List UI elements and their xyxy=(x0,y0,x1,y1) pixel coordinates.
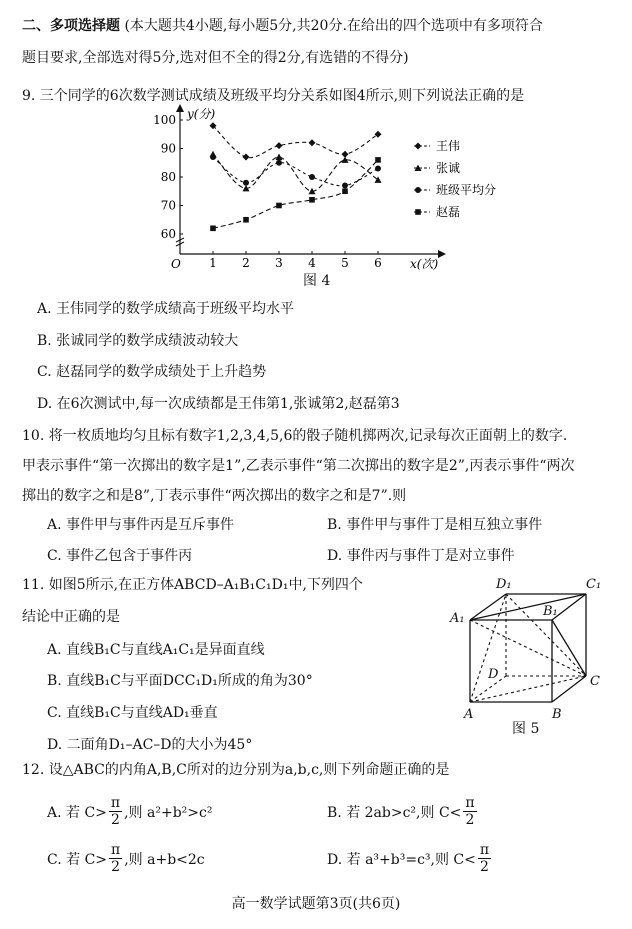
figure-5-cube xyxy=(448,572,618,722)
q10-option-c: C. 事件乙包含于事件丙 xyxy=(47,548,193,564)
x-tick-label: 5 xyxy=(341,256,349,270)
x-axis-arrow xyxy=(438,250,446,258)
data-point-s2-3 xyxy=(309,174,315,180)
label-b: B xyxy=(552,707,562,722)
x-tick-label: 3 xyxy=(275,256,283,270)
figure-5-caption: 图 5 xyxy=(512,721,540,737)
label-b1: B₁ xyxy=(543,604,558,619)
frac-num: π xyxy=(465,795,475,811)
data-point-s2-5 xyxy=(375,165,381,171)
legend-marker-2 xyxy=(415,187,421,193)
figure-4-caption: 图 4 xyxy=(303,273,331,289)
q12-option-c-pre: C. 若 C> xyxy=(47,851,108,868)
legend-label-3: 赵磊 xyxy=(436,205,461,219)
q9-option-b: B. 张诚同学的数学成绩波动较大 xyxy=(37,333,239,349)
q10-option-d: D. 事件丙与事件丁是对立事件 xyxy=(327,548,515,564)
data-point-s3-0 xyxy=(210,226,216,232)
figure-4-line-chart xyxy=(150,104,497,276)
data-point-s0-5 xyxy=(375,131,382,138)
q10-line1: 10. 将一枚质地均匀且标有数字1,2,3,4,5,6的骰子随机掷两次,记录每次正面朝上的数字. xyxy=(22,428,568,444)
q12-option-c-post: ,则 a+b<2c xyxy=(124,851,205,868)
y-tick-label: 80 xyxy=(160,170,176,184)
q12-option-d-pre: D. 若 a³+b³=c³,则 C< xyxy=(327,851,476,868)
fraction xyxy=(463,795,476,828)
legend-marker-0 xyxy=(415,143,422,150)
fraction xyxy=(109,842,122,875)
legend-marker-3 xyxy=(415,209,421,215)
q11-option-c: C. 直线B₁C与直线AD₁垂直 xyxy=(47,705,218,721)
q12-option-b-pre: B. 若 2ab>c²,则 C< xyxy=(327,804,462,821)
data-point-s0-2 xyxy=(276,142,283,149)
data-point-s3-2 xyxy=(276,203,282,209)
x-tick-label: 1 xyxy=(209,256,217,270)
series-line-0 xyxy=(213,126,378,158)
fraction xyxy=(109,795,122,828)
data-point-s2-2 xyxy=(276,160,282,166)
series-line-1 xyxy=(213,154,378,191)
origin-label: O xyxy=(171,257,181,271)
y-tick-label: 70 xyxy=(160,198,176,213)
data-point-s3-5 xyxy=(375,157,381,163)
data-point-s2-4 xyxy=(342,183,348,189)
data-point-s3-4 xyxy=(342,188,348,194)
q11-option-a: A. 直线B₁C与直线A₁C₁是异面直线 xyxy=(47,642,265,658)
q10-option-b: B. 事件甲与事件丁是相互独立事件 xyxy=(327,517,543,533)
q11-option-d: D. 二面角D₁–AC–D的大小为45° xyxy=(47,737,253,753)
q11-option-b: B. 直线B₁C与平面DCC₁D₁所成的角为30° xyxy=(47,673,313,689)
q10-option-a: A. 事件甲与事件丙是互斥事件 xyxy=(47,517,235,533)
q12-option-a-pre: A. 若 C> xyxy=(47,804,107,821)
x-axis-label: x(次) xyxy=(410,257,439,271)
frac-num: π xyxy=(111,842,121,858)
legend-label-1: 张诚 xyxy=(436,161,461,175)
data-point-s2-1 xyxy=(243,180,249,186)
q12-stem: 12. 设△ABC的内角A,B,C所对的边分别为a,b,c,则下列命题正确的是 xyxy=(22,762,450,778)
section-instructions-line1: (本大题共4小题,每小题5分,共20分.在给出的四个选项中有多项符合 xyxy=(124,18,543,34)
x-tick-label: 2 xyxy=(242,256,250,270)
label-c: C xyxy=(590,674,600,689)
data-point-s1-2 xyxy=(276,154,283,161)
data-point-s0-1 xyxy=(243,154,250,161)
q11-line2: 结论中正确的是 xyxy=(22,609,120,625)
y-tick-label: 90 xyxy=(160,141,176,156)
q9-option-a: A. 王伟同学的数学成绩高于班级平均水平 xyxy=(37,301,295,317)
page-footer: 高一数学试题第3页(共6页) xyxy=(231,896,401,912)
q12-option-b xyxy=(327,795,479,828)
series-line-2 xyxy=(213,157,378,186)
frac-den: 2 xyxy=(111,812,120,828)
y-axis-label: y(分) xyxy=(187,107,216,121)
label-d1: D₁ xyxy=(496,577,512,592)
data-point-s0-3 xyxy=(309,139,316,146)
data-point-s3-3 xyxy=(309,197,315,203)
legend-label-0: 王伟 xyxy=(436,139,461,153)
frac-den: 2 xyxy=(465,812,475,828)
x-tick-label: 4 xyxy=(308,256,316,270)
label-a1: A₁ xyxy=(450,611,465,626)
section-instructions-line2: 题目要求,全部选对得5分,选对但不全的得2分,有选错的不得分) xyxy=(22,50,409,66)
q10-line3: 掷出的数字之和是8”,丁表示事件“两次掷出的数字之和是7”.则 xyxy=(22,488,407,504)
frac-den: 2 xyxy=(480,859,489,875)
series-line-3 xyxy=(213,160,378,228)
q11-line1: 11. 如图5所示,在正方体ABCD–A₁B₁C₁D₁中,下列四个 xyxy=(22,577,363,593)
q9-option-c: C. 赵磊同学的数学成绩处于上升趋势 xyxy=(37,364,267,380)
y-tick-label: 100 xyxy=(153,113,176,127)
section-title: 二、多项选择题 xyxy=(22,18,120,34)
data-point-s2-0 xyxy=(210,154,216,160)
label-c1: C₁ xyxy=(586,577,602,592)
q12-option-d xyxy=(327,842,493,875)
q12-option-c xyxy=(47,842,205,875)
data-point-s3-1 xyxy=(243,217,249,223)
label-d: D xyxy=(488,667,499,682)
edge-b-c xyxy=(552,676,586,702)
frac-num: π xyxy=(479,842,490,858)
q9-option-d: D. 在6次测试中,每一次成绩都是王伟第1,张诚第2,赵磊第3 xyxy=(37,396,400,412)
q12-option-a xyxy=(47,795,212,828)
q10-line2: 甲表示事件“第一次掷出的数字是1”,乙表示事件“第二次掷出的数字是2”,丙表示事件“两次 xyxy=(22,458,575,474)
frac-num: π xyxy=(110,795,121,811)
y-axis-arrow xyxy=(176,104,184,112)
y-tick-label: 60 xyxy=(160,227,176,241)
frac-den: 2 xyxy=(111,859,121,875)
fraction xyxy=(478,842,491,875)
section-instructions xyxy=(22,14,614,39)
q12-option-a-post: ,则 a²+b²>c² xyxy=(124,804,213,821)
x-tick-label: 6 xyxy=(374,256,382,270)
q9-stem: 9. 三个同学的6次数学测试成绩及班级平均分关系如图4所示,则下列说法正确的是 xyxy=(22,88,525,104)
hidden-line-a-d1 xyxy=(470,594,506,702)
label-a: A xyxy=(464,707,474,722)
legend-label-2: 班级平均分 xyxy=(436,183,497,197)
